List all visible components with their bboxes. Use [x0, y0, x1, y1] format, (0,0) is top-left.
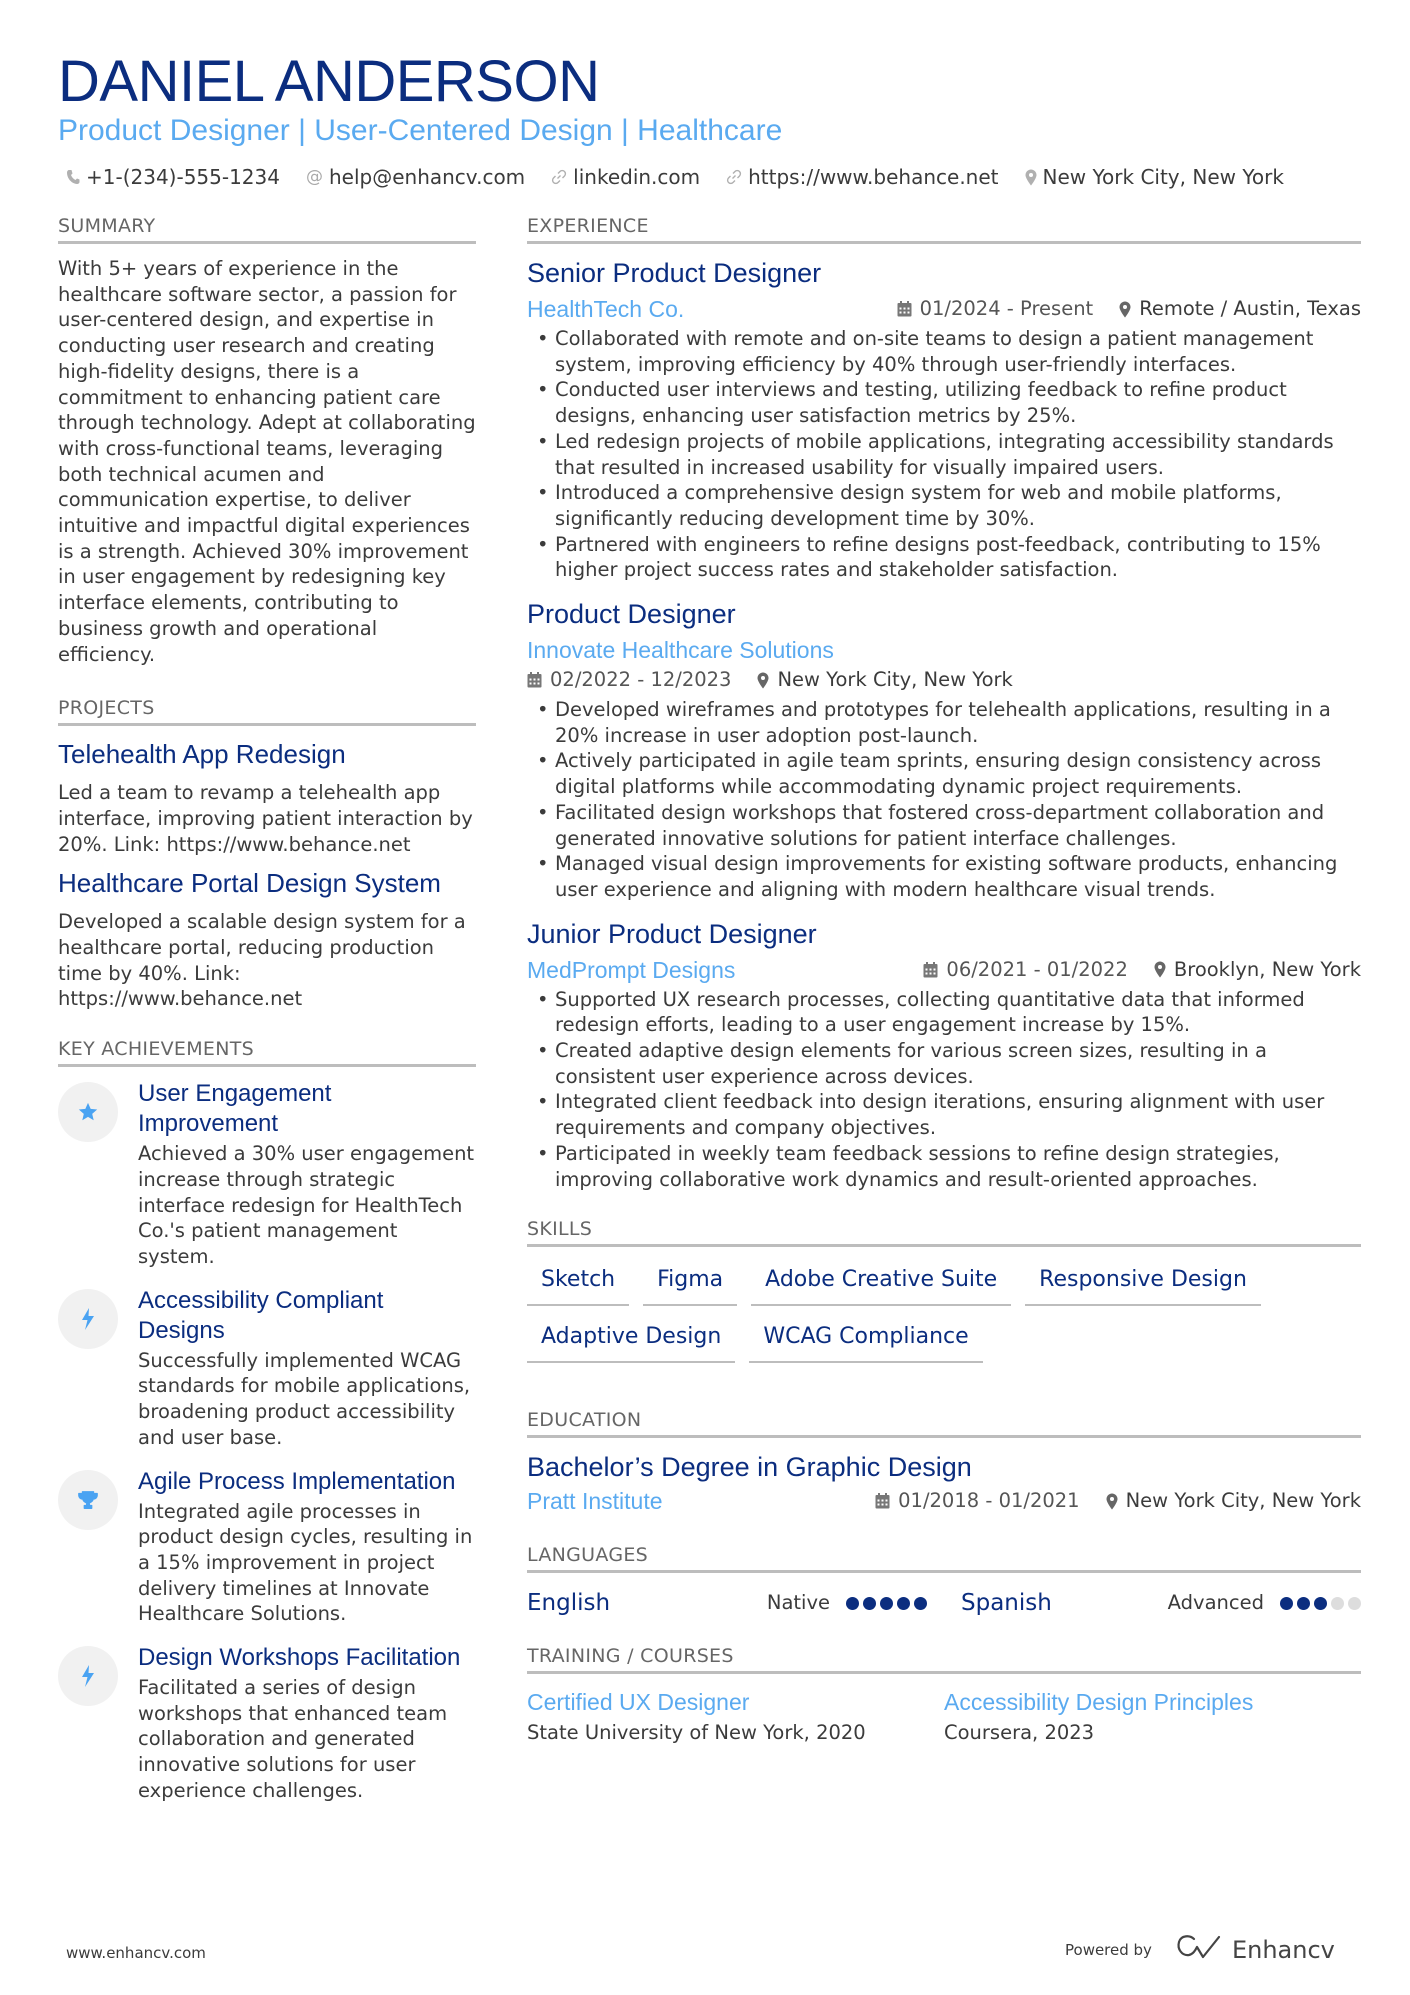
job-title: Junior Product Designer — [527, 918, 817, 949]
job-bullets — [527, 697, 1361, 903]
section-heading-training: TRAINING / COURSES — [527, 1643, 1361, 1674]
school-name: Pratt Institute — [527, 1488, 663, 1515]
at-icon: @ — [305, 167, 323, 187]
course-title: Certified UX Designer — [527, 1689, 750, 1716]
right-column — [527, 213, 1361, 1748]
job-entry — [527, 256, 1361, 583]
achievement-item — [58, 1286, 476, 1451]
location-pin-icon — [1154, 961, 1166, 978]
section-heading-achievements: KEY ACHIEVEMENTS — [58, 1036, 476, 1067]
summary-text: With 5+ years of experience in the healthcare software sector, a passion for user-centered design, and expertise in conducting user research and creating high-fidelity designs, there is a commitment to enhancing patient care through technology. Adept at collaborating with cross-functional teams, leveraging both technical acumen and communication expertise, to deliver intuitive and impactful digital experiences is a strength. Achieved 30% improvement in user engagement by redesigning key interface elements, contributing to business growth and operational efficiency. — [58, 257, 476, 666]
project-item — [58, 738, 476, 857]
footer-website-link[interactable]: www.enhancv.com — [66, 1944, 206, 1962]
language-item — [961, 1585, 1361, 1621]
proficiency-dots — [846, 1597, 927, 1610]
contact-behance-text: https://www.behance.net — [748, 165, 999, 189]
left-column — [58, 213, 476, 1820]
candidate-name: DANIEL ANDERSON — [58, 49, 600, 114]
experience-section — [527, 213, 1361, 1192]
calendar-icon — [923, 962, 938, 978]
achievement-description: Integrated agile processes in product design cycles, resulting in a 15% improvement in project delivery timelines at Innovate Healthcare Solutions. — [138, 1499, 473, 1626]
bullet-item: • Conducted user interviews and testing, utilizing feedback to refine product designs, enhancing user satisfaction metrics by 25%. — [527, 377, 1361, 428]
contact-phone-text: +1-(234)-555-1234 — [86, 165, 280, 189]
bullet-item: • Managed visual design improvements for existing software products, enhancing user experience and aligning with modern healthcare visual trends. — [527, 851, 1361, 902]
project-description: Developed a scalable design system for a healthcare portal, reducing production time by 40%. Link: https://www.behance.net — [58, 910, 466, 1011]
contact-behance[interactable] — [726, 163, 998, 191]
lightning-icon — [58, 1646, 118, 1706]
section-heading-education: EDUCATION — [527, 1407, 1361, 1438]
job-entry — [527, 917, 1361, 1193]
star-icon — [58, 1082, 118, 1142]
course-provider: State University of New York, 2020 — [527, 1721, 866, 1745]
job-entry — [527, 597, 1361, 903]
bullet-item: • Developed wireframes and prototypes for telehealth applications, resulting in a 20% increase in user adoption post-launch. — [527, 697, 1361, 748]
location-pin-icon — [1106, 1493, 1118, 1510]
phone-icon — [66, 169, 80, 185]
link-icon — [551, 169, 567, 185]
location-pin-icon — [1119, 301, 1131, 318]
bullet-item: • Actively participated in agile team sprints, ensuring design consistency across digital platforms while accommodating dynamic project requirements. — [527, 748, 1361, 799]
powered-by-label: Powered by — [1065, 1941, 1152, 1959]
course-provider: Coursera, 2023 — [944, 1721, 1095, 1745]
job-location: Brooklyn, New York — [1173, 957, 1361, 981]
calendar-icon — [875, 1493, 890, 1509]
bullet-item: • Supported UX research processes, collecting quantitative data that informed redesign efforts, leading to a user engagement increase by 15%. — [527, 987, 1361, 1038]
job-title: Product Designer — [527, 599, 736, 630]
skill-tag: Adobe Creative Suite — [751, 1259, 1011, 1306]
contact-location-text: New York City, New York — [1042, 165, 1284, 189]
education-section — [527, 1407, 1361, 1516]
section-heading-projects: PROJECTS — [58, 695, 476, 726]
enhancv-logo[interactable] — [1176, 1934, 1335, 1966]
achievement-item — [58, 1079, 476, 1270]
bullet-item: • Facilitated design workshops that fostered cross-department collaboration and generated innovative solutions for patient interface challenges. — [527, 800, 1361, 851]
calendar-icon — [527, 672, 542, 688]
job-bullets — [527, 326, 1361, 583]
achievement-description: Facilitated a series of design workshops that enhanced team collaboration and generated innovative solutions for user experience challenges. — [138, 1676, 448, 1802]
section-heading-skills: SKILLS — [527, 1216, 1361, 1247]
skills-section — [527, 1216, 1361, 1363]
achievement-description: Achieved a 30% user engagement increase through strategic interface redesign for HealthTech Co.'s patient management system. — [138, 1142, 475, 1268]
course-item — [527, 1686, 944, 1748]
section-heading-languages: LANGUAGES — [527, 1542, 1361, 1573]
achievement-title: User Engagement Improvement — [138, 1080, 332, 1138]
contact-phone[interactable] — [66, 163, 280, 191]
bullet-item: • Integrated client feedback into design iterations, ensuring alignment with user requirements and company objectives. — [527, 1089, 1361, 1140]
skill-tag: Responsive Design — [1025, 1259, 1261, 1306]
languages-section — [527, 1542, 1361, 1621]
achievement-title: Agile Process Implementation — [138, 1467, 456, 1495]
language-name: English — [527, 1590, 611, 1617]
calendar-icon — [897, 301, 912, 317]
summary-section — [58, 213, 476, 667]
company-name: Innovate Healthcare Solutions — [527, 637, 834, 664]
enhancv-logo-icon — [1176, 1934, 1222, 1966]
language-level: Advanced — [1167, 1591, 1264, 1615]
trophy-icon — [58, 1470, 118, 1530]
contact-email-text: help@enhancv.com — [328, 165, 526, 189]
language-name: Spanish — [961, 1590, 1052, 1617]
contact-bar — [66, 163, 1284, 191]
job-dates: 01/2024 - Present — [919, 297, 1094, 320]
language-item — [527, 1585, 927, 1621]
job-dates: 06/2021 - 01/2022 — [946, 957, 1128, 981]
course-item — [944, 1686, 1361, 1748]
degree-title: Bachelor’s Degree in Graphic Design — [527, 1452, 972, 1483]
achievement-item — [58, 1643, 476, 1804]
job-location: Remote / Austin, Texas — [1139, 297, 1361, 320]
candidate-headline: Product Designer | User-Centered Design | Healthcare — [58, 114, 783, 147]
location-pin-icon — [757, 672, 769, 689]
proficiency-dots — [1280, 1597, 1361, 1610]
footer-branding — [1065, 1934, 1335, 1966]
job-bullets — [527, 987, 1361, 1193]
bullet-item: • Collaborated with remote and on-site teams to design a patient management system, improving efficiency by 40% through user-friendly interfaces. — [527, 326, 1361, 377]
skill-tag: Figma — [643, 1259, 737, 1306]
lightning-icon — [58, 1289, 118, 1349]
bullet-item: • Led redesign projects of mobile applications, integrating accessibility standards that resulted in increased usability for visually impaired users. — [527, 429, 1361, 480]
bullet-item: • Participated in weekly team feedback sessions to refine design strategies, improving collaborative work dynamics and result-oriented approaches. — [527, 1141, 1361, 1192]
project-item — [58, 867, 476, 1012]
skill-tag: Sketch — [527, 1259, 629, 1306]
contact-location — [1025, 163, 1284, 191]
section-heading-summary: SUMMARY — [58, 213, 476, 244]
project-title: Healthcare Portal Design System — [58, 868, 441, 899]
section-heading-experience: EXPERIENCE — [527, 213, 1361, 244]
contact-email[interactable] — [306, 163, 525, 191]
achievement-description: Successfully implemented WCAG standards for mobile applications, broadening product accessibility and user base. — [138, 1348, 471, 1449]
achievement-title: Design Workshops Facilitation — [138, 1644, 461, 1672]
contact-linkedin-text: linkedin.com — [573, 165, 701, 189]
projects-section — [58, 695, 476, 1012]
location-pin-icon — [1025, 169, 1037, 186]
course-title: Accessibility Design Principles — [944, 1689, 1254, 1716]
achievements-section — [58, 1036, 476, 1803]
link-icon — [726, 169, 742, 185]
enhancv-logo-text: Enhancv — [1231, 1936, 1335, 1964]
bullet-item: • Created adaptive design elements for various screen sizes, resulting in a consistent user experience across devices. — [527, 1038, 1361, 1089]
language-level: Native — [766, 1591, 830, 1615]
contact-linkedin[interactable] — [551, 163, 700, 191]
achievement-title: Accessibility Compliant Designs — [138, 1286, 384, 1344]
company-name: MedPrompt Designs — [527, 956, 736, 983]
project-title: Telehealth App Redesign — [58, 739, 346, 770]
job-dates: 02/2022 - 12/2023 — [550, 668, 732, 692]
achievement-item — [58, 1467, 476, 1628]
project-description: Led a team to revamp a telehealth app interface, improving patient interaction by 20%. Link: https://www.behance.net — [58, 781, 473, 856]
education-dates: 01/2018 - 01/2021 — [898, 1489, 1080, 1513]
bullet-item: • Partnered with engineers to refine designs post-feedback, contributing to 15% higher project success rates and stakeholder satisfaction. — [527, 532, 1361, 583]
skill-tag: Adaptive Design — [527, 1316, 735, 1363]
job-title: Senior Product Designer — [527, 258, 822, 288]
bullet-item: • Introduced a comprehensive design system for web and mobile platforms, significantly reducing development time by 30%. — [527, 480, 1361, 531]
skill-tag: WCAG Compliance — [749, 1316, 982, 1363]
company-name: HealthTech Co. — [527, 296, 685, 322]
training-section — [527, 1643, 1361, 1748]
education-location: New York City, New York — [1125, 1489, 1361, 1513]
job-location: New York City, New York — [777, 668, 1013, 692]
